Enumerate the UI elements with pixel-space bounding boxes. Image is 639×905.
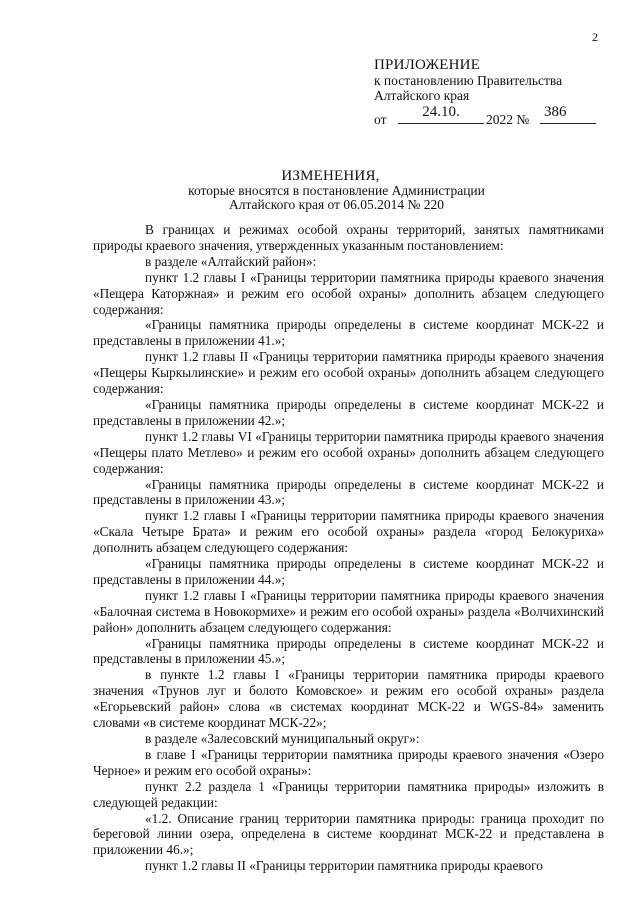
document-body <box>93 222 604 874</box>
body-paragraph: «Границы памятника природы определены в системе координат МСК-22 и представлены в приложении 42.»; <box>93 396 604 428</box>
body-paragraph: в пункте 1.2 главы I «Границы территории памятника природы краевого значения «Трунов луг и болото Комовское» и режим его особой охраны» раздела «Егорьевский район» слова «в системах координат МСК-22 и WGS-84» заменить словами «в системе координат МСК-22»; <box>93 667 604 731</box>
body-paragraph: пункт 1.2 главы I «Границы территории памятника природы краевого значения «Скала Четыре Брата» и режим его особой охраны» раздела «город Белокуриха» дополнить абзацем следующего содержания: <box>93 508 604 556</box>
appendix-date-row <box>374 103 614 125</box>
body-paragraph: пункт 1.2 главы I «Границы территории памятника природы краевого значения «Пещера Каторжная» и режим его особой охраны» дополнить абзацем следующего содержания: <box>93 269 604 317</box>
date-year: 2022 № <box>486 112 530 127</box>
heading-title: ИЗМЕНЕНИЯ, <box>281 168 380 184</box>
date-day-field: 24.10. <box>398 104 484 124</box>
body-paragraph: в разделе «Алтайский район»: <box>145 253 317 269</box>
body-paragraph: пункт 1.2 главы II «Границы территории памятника природы краевого значения «Пещеры Кыркылинские» и режим его особой охраны» дополнить абзацем следующего содержания: <box>93 349 604 397</box>
date-prefix: от <box>374 112 387 127</box>
body-paragraph: пункт 1.2 главы II «Границы территории памятника природы краевого <box>145 858 543 874</box>
appendix-block <box>374 57 614 125</box>
appendix-line-region: Алтайского края <box>374 87 470 103</box>
body-paragraph: В границах и режимах особой охраны территорий, занятых памятниками природы краевого значения, утвержденных указанным постановлением: <box>93 222 604 253</box>
body-paragraph: в главе I «Границы территории памятника природы краевого значения «Озеро Черное» и режим его особой охраны»: <box>93 746 604 778</box>
appendix-title: ПРИЛОЖЕНИЕ <box>374 57 481 73</box>
body-paragraph: пункт 1.2 главы VI «Границы территории памятника природы краевого значения «Пещеры плато Метлево» и режим его особой охраны» дополнить абзацем следующего содержания: <box>93 428 604 476</box>
resolution-number-field: 386 <box>540 104 596 124</box>
body-paragraph: в разделе «Залесовский муниципальный округ»: <box>145 731 420 746</box>
appendix-line-resolution: к постановлению Правительства <box>374 73 563 88</box>
body-paragraph: «Границы памятника природы определены в системе координат МСК-22 и представлены в приложении 43.»; <box>93 476 604 508</box>
body-paragraph: пункт 2.2 раздела 1 «Границы территории памятника природы» изложить в следующей редакции: <box>93 778 604 810</box>
document-heading <box>0 168 639 212</box>
body-paragraph: «Границы памятника природы определены в системе координат МСК-22 и представлены в приложении 45.»; <box>93 635 604 667</box>
body-paragraph: «Границы памятника природы определены в системе координат МСК-22 и представлены в приложении 44.»; <box>93 556 604 587</box>
page-number: 2 <box>592 30 598 44</box>
heading-subtitle-line-1: которые вносятся в постановление Администрации <box>188 183 485 198</box>
body-paragraph: «Границы памятника природы определены в системе координат МСК-22 и представлены в приложении 41.»; <box>93 317 604 349</box>
body-paragraph: «1.2. Описание границ территории памятника природы: граница проходит по береговой линии озера, определена в системе координат МСК-22 и представлена в приложении 46.»; <box>93 810 604 858</box>
body-paragraph: пункт 1.2 главы I «Границы территории памятника природы краевого значения «Балочная система в Новокормихе» и режим его особой охраны» раздела «Волчихинский район» дополнить абзацем следующего содержания: <box>93 587 604 635</box>
heading-subtitle-line-2: Алтайского края от 06.05.2014 № 220 <box>228 197 445 212</box>
